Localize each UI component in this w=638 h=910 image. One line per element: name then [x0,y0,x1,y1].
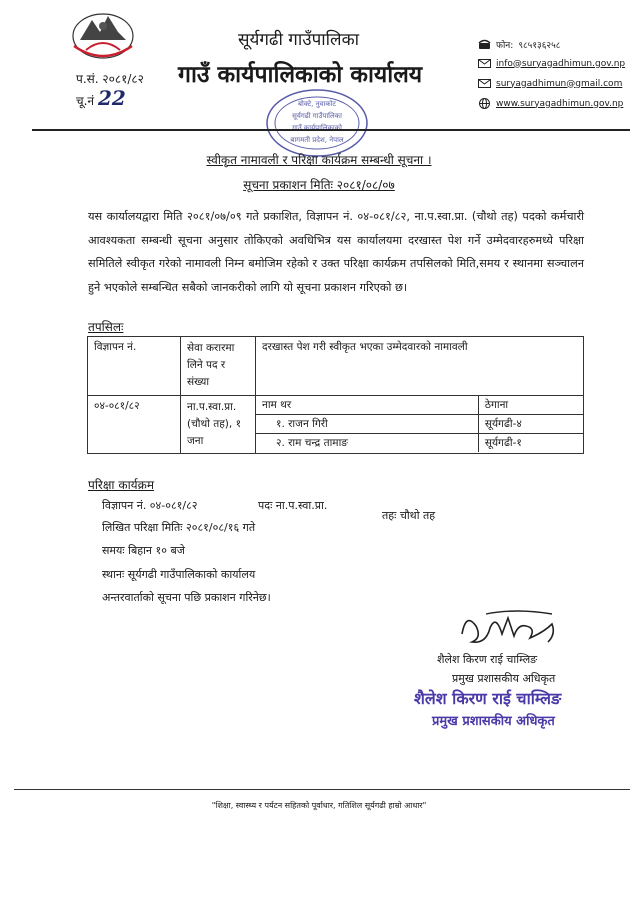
seal-line-1: बोक्टे, नुवाकोट [298,100,336,108]
name-header: नाम थर [256,396,478,415]
list-item [256,415,583,434]
exam-post: पदः ना.प.स्वा.प्रा. [258,499,328,512]
table-row [88,396,584,454]
candidate-name: १. राजन गिरी [256,415,478,434]
contact-website [478,98,623,109]
email-icon [478,78,491,89]
header-applicants: दरखास्त पेश गरी स्वीकृत भएका उम्मेदवारको नामावली [256,337,584,396]
table-header-row [88,337,584,396]
email-info-link[interactable]: info@suryagadhimun.gov.np [496,58,626,69]
cell-ad-no: ०४-०८१/८२ [88,396,181,454]
email-icon [478,58,491,69]
phone-label: फोन: [496,41,514,51]
header-ad-no: विज्ञापन नं. [88,337,181,396]
notice-body: यस कार्यालयद्वारा मिति २०८१/०७/०९ गते प्रकाशित, विज्ञापन नं. ०४-०८१/८२, ना.प.स्वा.प्रा. (चौथो तह) पदको कर्मचारी आवश्यकता सम्बन्धी सूचना अनुसार तोकिएको अवधिभित्र यस कार्यालयमा दरखास्त पेश गर्ने उम्मेदवारहरुमध्ये परिक्षा समितिले स्वीकृत गरेको नामावली निम्न बमोजिम रहेको र उक्त परिक्षा कार्यक्रम तपसिलको मिति,समय र स्थानमा सञ्चालन हुने भएकोले सम्बन्धित सबैको जानकरीको लागि यो सूचना प्रकाशन गरिएको छ। [88,210,584,294]
candidate-name: २. राम चन्द्र तामाङ [256,434,478,453]
seal-line-3: गाउँ कार्यपालिकाको [292,124,342,132]
government-emblem [66,6,140,62]
exam-ad-no: विज्ञापन नं. ०४-०८१/८२ [102,499,198,512]
dispatch-number-value: 22 [97,86,126,110]
stamp-title: प्रमुख प्रशासकीय अधिकृत [432,714,555,729]
header-divider [32,129,630,131]
contact-phone [478,38,560,51]
signatory-title: प्रमुख प्रशासकीय अधिकृत [452,672,556,685]
signatory-name: शैलेश किरण राई चाम्लिङ [437,653,538,666]
website-link[interactable]: www.suryagadhimun.gov.np [496,98,624,109]
office-name: सूर्यगढी गाउँपालिका [238,30,360,50]
seal-line-2: सूर्यगढी गाउँपालिका [292,112,342,120]
seal-line-4: बागमती प्रदेश, नेपाल [290,136,344,144]
exam-title: परिक्षा कार्यक्रम [88,478,155,492]
candidate-list [256,396,583,452]
footer-divider [14,789,630,790]
letter-number [76,70,144,87]
candidate-address: सूर्यगढी-१ [478,434,583,453]
candidate-table [87,336,584,454]
list-item [256,434,583,453]
exam-venue: स्थानः सूर्यगढी गाउँपालिकाको कार्यालय [102,568,256,581]
exam-date: लिखित परिक्षा मितिः २०८१/०८/१६ गते [102,521,256,534]
exam-time: समयः बिहान १० बजे [102,544,185,557]
letter-number-value: २०८१/८२ [102,72,144,86]
dispatch-number [76,86,126,110]
cell-position: ना.प.स्वा.प्रा. (चौथो तह), १ जना [181,396,256,454]
candidate-address: सूर्यगढी-४ [478,415,583,434]
notice-publish-date: सूचना प्रकाशन मितिः २०८१/०८/०७ [243,178,395,192]
address-header: ठेगाना [478,396,583,415]
cell-candidates [256,396,584,454]
footer-motto: "शिक्षा, स्वास्थ्य र पर्यटन सहितको पूर्वाधार, गतिशिल सूर्यगढी हाम्रो आधार" [211,801,427,810]
contact-email-info [478,58,625,69]
details-label: तपसिलः [88,320,124,334]
letter-number-label: प.सं. [76,72,99,86]
email-gmail-link[interactable]: suryagadhimun@gmail.com [496,78,623,89]
handwritten-signature [456,604,566,652]
candidate-header-row [256,396,583,415]
phone-icon [478,39,491,50]
office-seal [264,88,370,158]
interview-note: अन्तरवार्ताको सूचना पछि प्रकाशन गरिनेछ। [102,591,271,604]
contact-email-gmail [478,78,622,89]
phone-number: ९८५१३६२५८ [518,41,561,51]
office-title: गाउँ कार्यपालिकाको कार्यालय [178,62,423,88]
exam-level: तहः चौथो तह [382,509,436,522]
notice-subject: स्वीकृत नामावली र परिक्षा कार्यक्रम सम्बन्धी सूचना । [206,153,432,167]
dispatch-number-label: चू.नं [76,94,95,108]
globe-icon [478,98,491,109]
header-position: सेवा करारमा लिने पद र संख्या [181,337,256,396]
stamp-name: शैलेश किरण राई चाम्लिङ [414,689,562,708]
